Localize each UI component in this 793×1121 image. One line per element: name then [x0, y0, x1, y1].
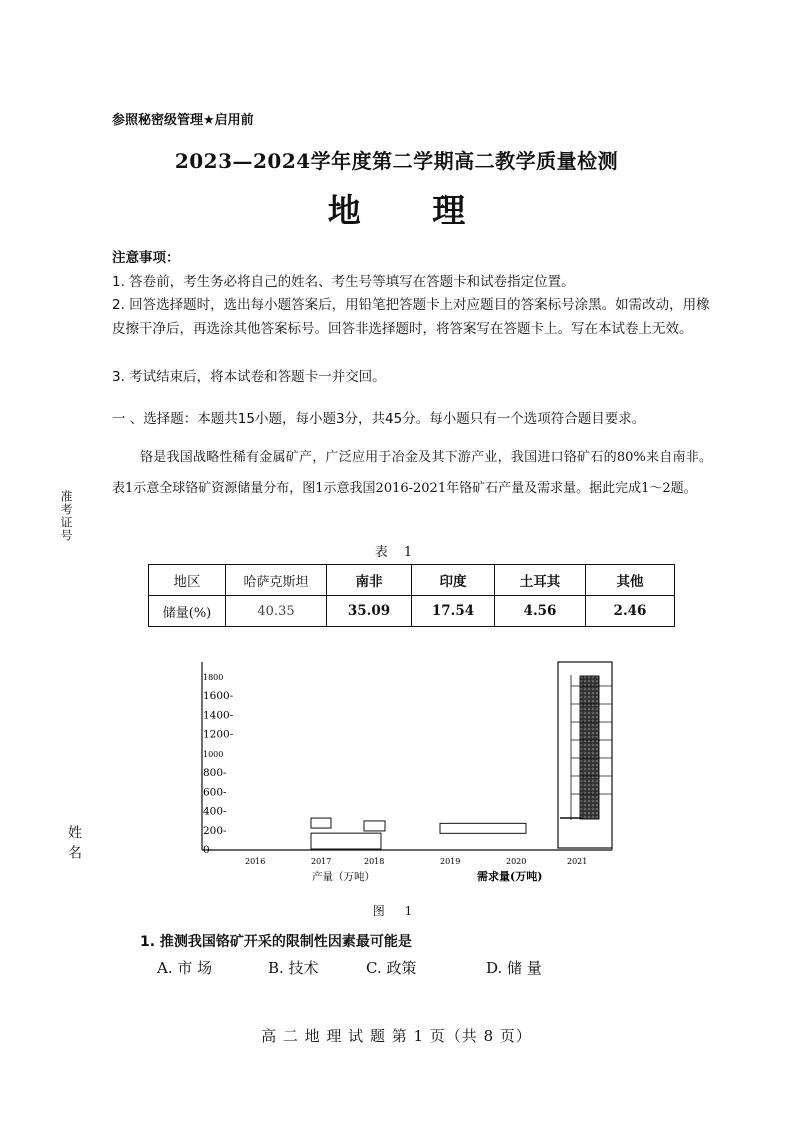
table-region: 哈萨克斯坦: [226, 565, 327, 596]
question-1-stem: 1. 推测我国铬矿开采的限制性因素最可能是: [140, 934, 412, 950]
option-b: B. 技术: [268, 959, 319, 977]
y-tick-label: 1600-: [203, 690, 234, 703]
y-tick-label: 1000: [203, 749, 224, 759]
legend-production: 产量（万吨）: [312, 871, 375, 883]
table-region: 印度: [412, 565, 495, 596]
demand-bar: [311, 833, 381, 849]
table-header-label: 地区: [149, 565, 226, 596]
x-tick-label: 2020: [506, 857, 527, 866]
demand-bar: [580, 676, 599, 819]
table-value: 2.46: [586, 596, 675, 627]
figure-caption: 图 1: [372, 904, 421, 918]
production-bar: [440, 823, 526, 833]
x-tick-label: 2018: [364, 857, 385, 866]
option-a: A. 市 场: [157, 959, 213, 977]
y-tick-label: 800-: [203, 767, 227, 780]
section-title: 一 、选择题：本题共15小题，每小题3分，共45分。每小题只有一个选项符合题目要求。: [112, 411, 646, 427]
y-tick-label: 200-: [203, 824, 227, 837]
table-value: 40.35: [226, 596, 327, 627]
y-tick-label: 1800: [203, 673, 224, 682]
notice-item-2: 2. 回答选择题时，选出每小题答案后，用铅笔把答题卡上对应题目的答案标号涂黑。如需改动，用橡皮擦干净后，再选涂其他答案标号。回答非选择题时，将答案写在答题卡上。写在本试卷上无效。: [112, 297, 710, 337]
option-d: D. 储 量: [486, 959, 542, 977]
subject-title: 地 理: [327, 191, 496, 230]
exam-number-label: 准考证号: [59, 490, 73, 542]
table-caption: 表 1: [374, 545, 419, 560]
x-tick-label: 2016: [245, 857, 266, 866]
page-footer: 高 二 地 理 试 题 第 1 页（共 8 页）: [261, 1027, 532, 1045]
option-c: C. 政策: [366, 959, 417, 977]
secret-level-label: 参照秘密级管理★启用前: [112, 113, 254, 128]
x-tick-label: 2021: [567, 857, 588, 866]
x-tick-label: 2019: [440, 857, 461, 866]
production-bar: [364, 821, 385, 831]
table-value: 17.54: [412, 596, 495, 627]
table-row-label: 储量(%): [149, 596, 226, 627]
table-region: 南非: [327, 565, 412, 596]
table-region: 土耳其: [495, 565, 586, 596]
table-region: 其他: [586, 565, 675, 596]
reading-passage: 铬是我国战略性稀有金属矿产，广泛应用于冶金及其下游产业，我国进口铬矿石的80%来自南非。表1示意全球铬矿资源储量分布，图1示意我国2016-2021年铬矿石产量及需求量。据此完成1～2题。: [112, 450, 712, 496]
y-tick-label: 1200-: [203, 728, 234, 741]
notice-item-3: 3. 考试结束后，将本试卷和答题卡一并交回。: [112, 369, 386, 385]
y-tick-label: 1400-: [203, 709, 234, 722]
notice-item-1: 1. 答卷前，考生务必将自己的姓名、考生号等填写在答题卡和试卷指定位置。: [112, 274, 575, 290]
y-tick-label: 400-: [203, 805, 227, 818]
name-label: 姓名: [66, 825, 82, 865]
notice-heading: 注意事项：: [112, 250, 180, 266]
y-tick-label: 600-: [203, 786, 227, 799]
table-value: 4.56: [495, 596, 586, 627]
table-value: 35.09: [327, 596, 412, 627]
y-tick-label: 0-: [203, 844, 214, 856]
x-tick-label: 2017: [311, 857, 332, 866]
legend-demand: 需求量(万吨): [477, 870, 543, 883]
production-bar: [311, 818, 331, 828]
exam-title: 2023—2024学年度第二学期高二教学质量检测: [174, 149, 619, 173]
